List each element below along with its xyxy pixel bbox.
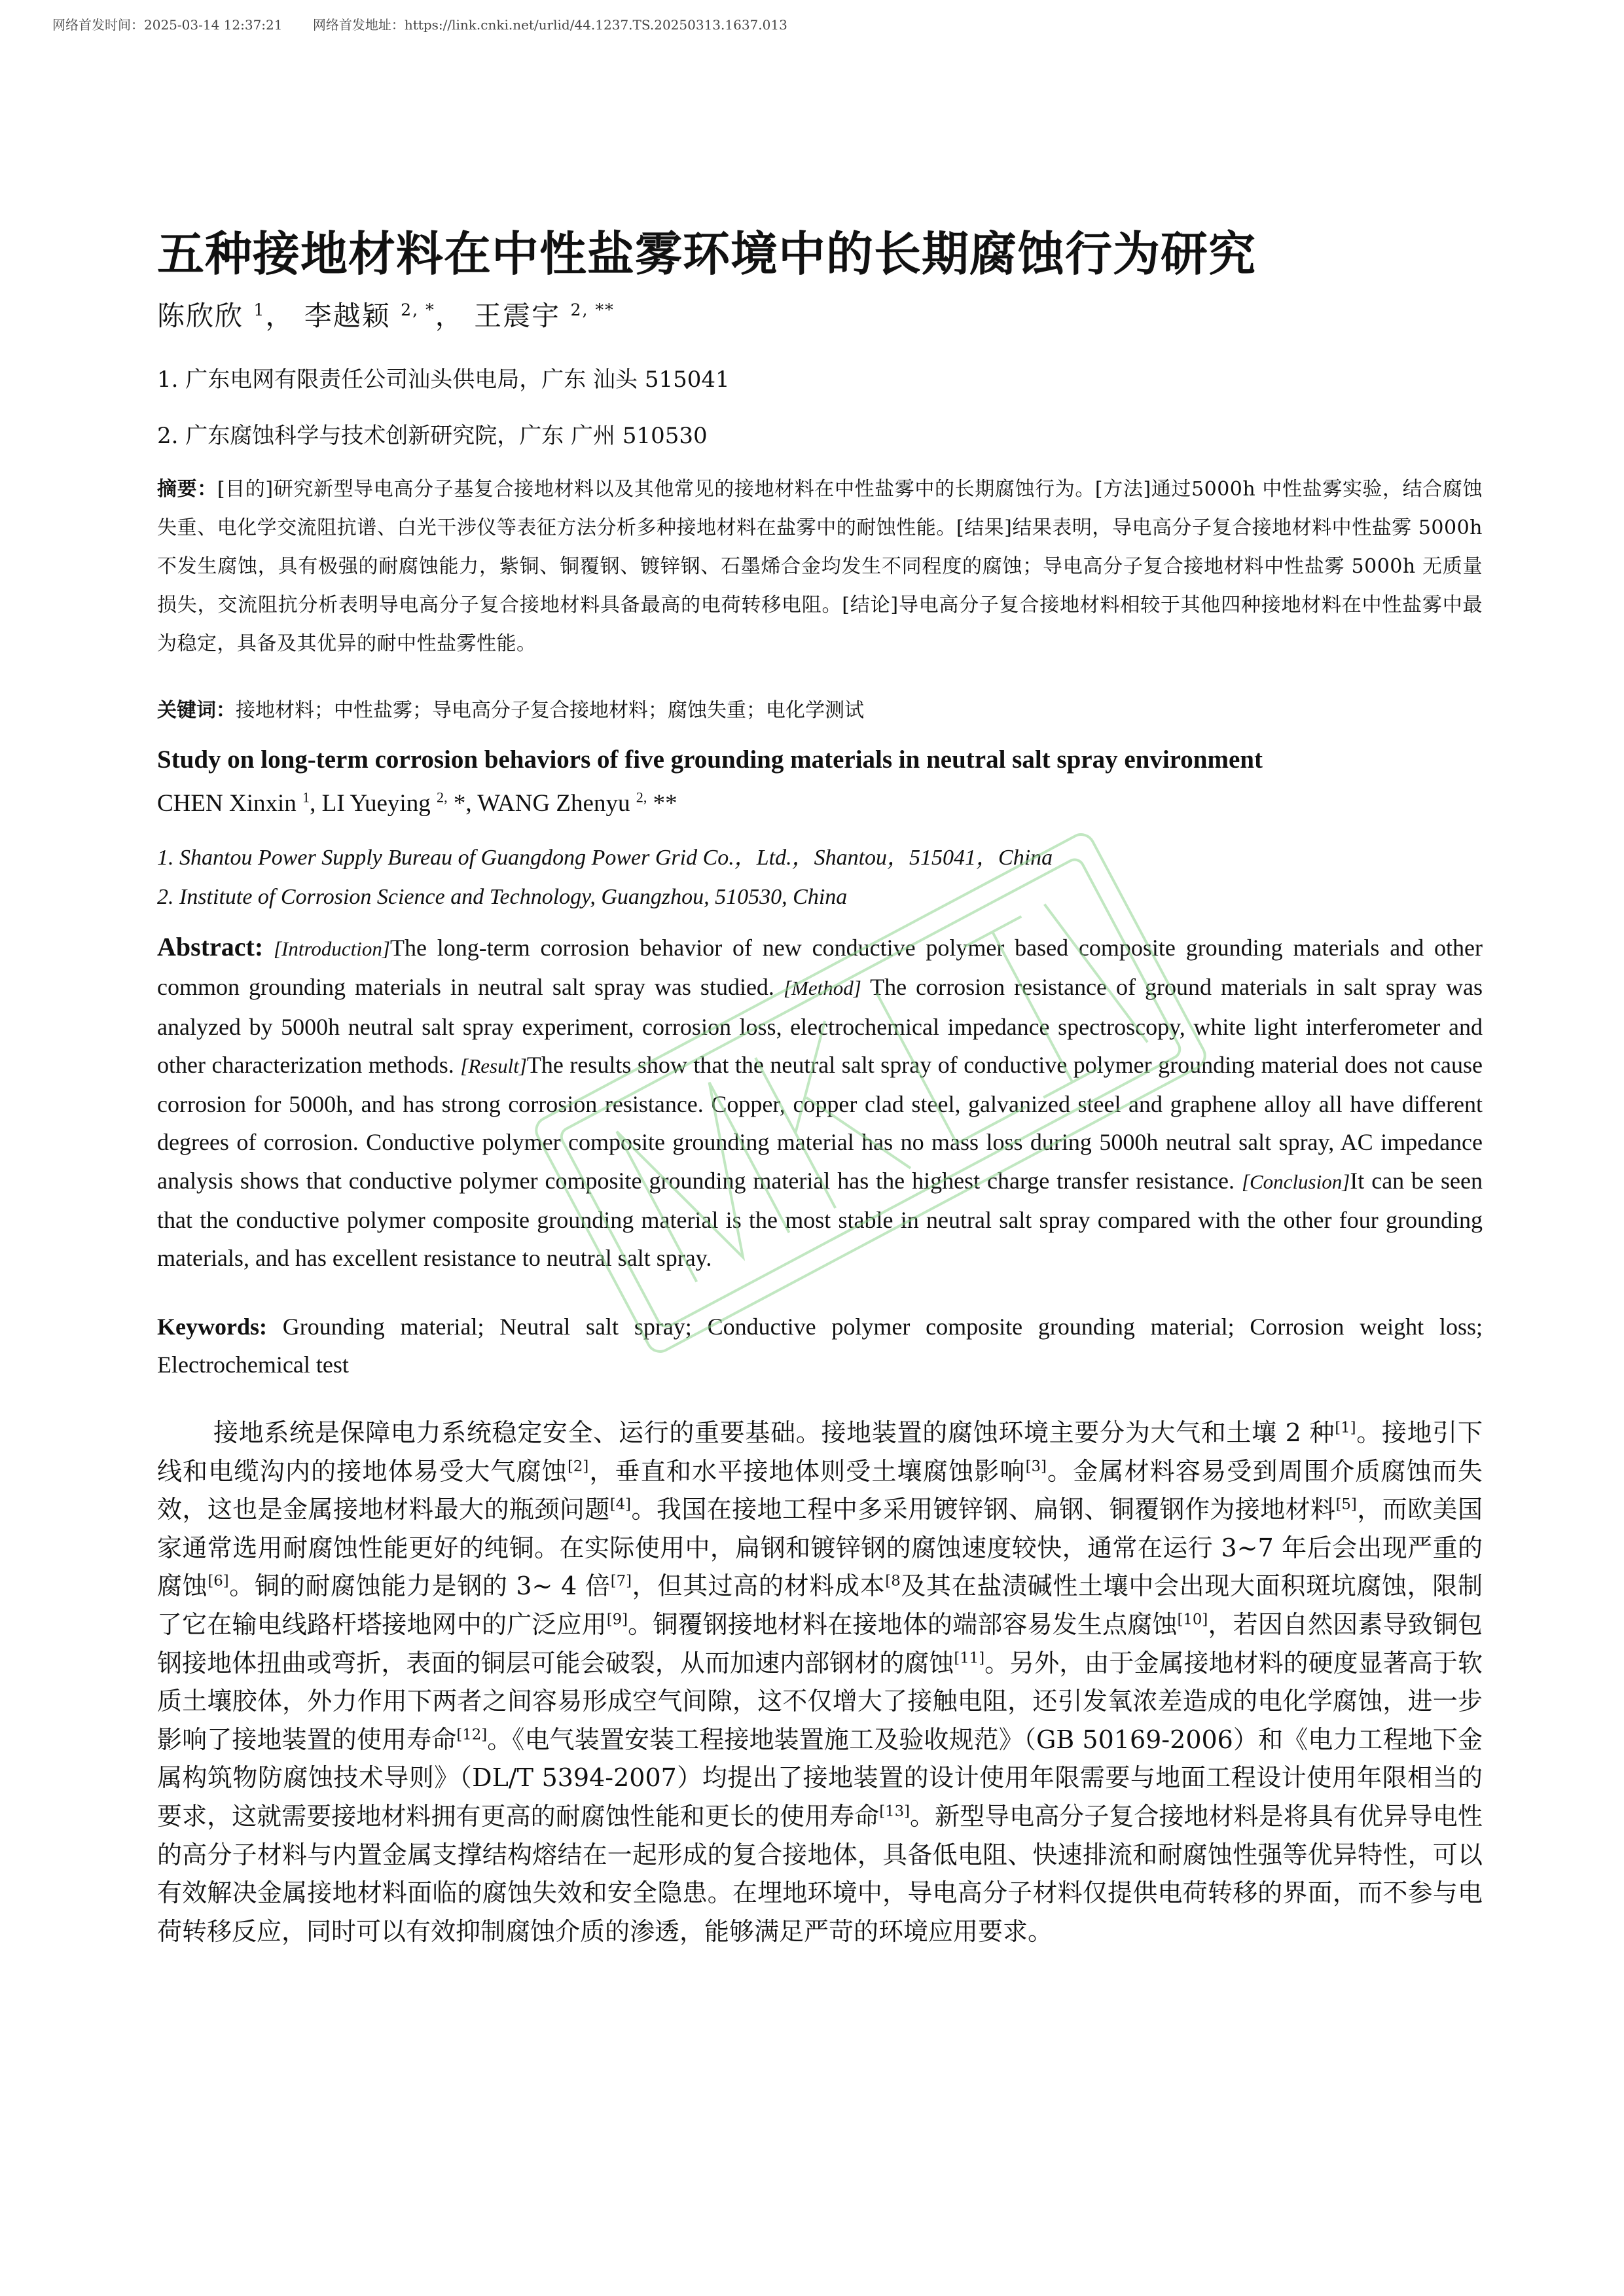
conclusion-tag: [Conclusion] bbox=[1241, 1170, 1350, 1193]
citation-ref[interactable]: [5] bbox=[1335, 1496, 1357, 1513]
result-text: The results show that the neutral salt spray of conductive polymer grounding material does not cause corrosion for 5000h, and has strong corrosion resistance. Copper, copper clad steel, galvanized steel and graphene alloy all have different degrees of corrosion. Conductive polymer composite grounding material has no mass loss during 5000h neutral salt spray, AC impedance analysis shows that conductive polymer composite grounding material has the highest charge transfer resistance. bbox=[157, 1051, 1483, 1194]
citation-ref[interactable]: [8 bbox=[885, 1572, 901, 1590]
body-text-segment: 及其在盐渍碱性土壤中会出现大面积斑坑腐蚀，限制了它在输电线路杆塔接地网中的广泛应用 bbox=[157, 1571, 1483, 1639]
author-cn: 李越颖 $^{2, *}$， bbox=[304, 300, 464, 332]
keywords-cn-label: 关键词： bbox=[157, 699, 236, 722]
affiliation-cn-1: 1. 广东电网有限责任公司汕头供电局，广东 汕头 515041 bbox=[157, 367, 730, 393]
citation-ref[interactable]: [1] bbox=[1335, 1419, 1356, 1437]
affiliation-en-2: 2. Institute of Corrosion Science and Technology, Guangzhou, 510530, China bbox=[157, 885, 848, 909]
abstract-cn-label: 摘要： bbox=[157, 478, 217, 501]
keywords-en-label: Keywords: bbox=[157, 1314, 267, 1340]
body-text-segment: 。《电气装置安装工程接地装置施工及验收规范》（GB 50169-2006）和《电力工程地下金属构筑物防腐蚀技术导则》（DL/T 5394-2007）均提出了接地装置的设计使用年限需要与地面工程设计使用年限相当的要求，这就需要接地材料拥有更高的耐腐蚀性能和更长的使用寿命 bbox=[157, 1725, 1483, 1831]
abstract-en-label: Abstract: bbox=[157, 932, 264, 961]
body-text-segment: 。铜的耐腐蚀能力是钢的 3~ 4 倍 bbox=[228, 1571, 611, 1601]
online-publish-url[interactable]: 网络首发地址：https://link.cnki.net/urlid/44.1237.TS.20250313.1637.013 bbox=[312, 17, 787, 33]
body-text-segment: ，若因自然因素导致铜包钢接地体扭曲或弯折，表面的铜层可能会破裂，从而加速内部钢材的腐蚀 bbox=[157, 1609, 1483, 1677]
conclusion-text: It can be seen that the conductive polymer composite grounding material is the most stable in neutral salt spray compared with the other four grounding materials, and has excellent resistance to neutral salt spray. bbox=[157, 1167, 1483, 1272]
method-tag: [Method] bbox=[783, 977, 861, 1000]
citation-ref[interactable]: [11] bbox=[954, 1649, 985, 1666]
result-tag: [Result] bbox=[460, 1054, 527, 1077]
citation-ref[interactable]: [3] bbox=[1025, 1457, 1047, 1475]
introduction-tag: [Introduction] bbox=[273, 937, 390, 960]
citation-ref[interactable]: [7] bbox=[610, 1572, 632, 1590]
keywords-en bbox=[157, 1308, 1483, 1384]
citation-ref[interactable]: [6] bbox=[208, 1572, 229, 1590]
body-text-segment: ，垂直和水平接地体则受土壤腐蚀影响 bbox=[588, 1456, 1026, 1486]
introduction-text: The long-term corrosion behavior of new conductive polymer based composite grounding materials and other common grounding materials in neutral salt spray was studied. bbox=[157, 935, 1483, 1001]
body-text-segment: 。铜覆钢接地材料在接地体的端部容易发生点腐蚀 bbox=[628, 1609, 1178, 1639]
method-text: The corrosion resistance of ground materials in salt spray was analyzed by 5000h neutral salt spray experiment, corrosion loss, electrochemical impedance spectroscopy, white light interferometer and other characterization methods. bbox=[157, 974, 1483, 1078]
body-text-segment: ，而欧美国家通常选用耐腐蚀性能更好的纯铜。在实际使用中，扁钢和镀锌钢的腐蚀速度较快，通常在运行 3~7 年后会出现严重的腐蚀 bbox=[157, 1495, 1483, 1601]
abstract-cn-text: [目的]研究新型导电高分子基复合接地材料以及其他常见的接地材料在中性盐雾中的长期腐蚀行为。[方法]通过5000h 中性盐雾实验，结合腐蚀失重、电化学交流阻抗谱、白光干涉仪等表征方法分析多种接地材料在盐雾中的耐蚀性能。[结果]结果表明，导电高分子复合接地材料中性盐雾 5000h 不发生腐蚀，具有极强的耐腐蚀能力，紫铜、铜覆钢、镀锌钢、石墨烯合金均发生不同程度的腐蚀；导电高分子复合接地材料中性盐雾 5000h 无质量损失，交流阻抗分析表明导电高分子复合接地材料具备最高的电荷转移电阻。[结论]导电高分子复合接地材料相较于其他四种接地材料在中性盐雾中最为稳定，具备及其优异的耐中性盐雾性能。 bbox=[157, 478, 1483, 655]
body-text-segment: 。金属材料容易受到周围介质腐蚀而失效，这也是金属接地材料最大的瓶颈问题 bbox=[157, 1456, 1483, 1524]
body-text-segment: 。接地引下线和电缆沟内的接地体易受大气腐蚀 bbox=[157, 1418, 1483, 1486]
keywords-cn-text: 接地材料；中性盐雾；导电高分子复合接地材料；腐蚀失重；电化学测试 bbox=[236, 699, 864, 722]
citation-ref[interactable]: [2] bbox=[567, 1457, 589, 1475]
author-en: WANG Zhenyu $^{2,}$ ** bbox=[477, 789, 677, 817]
body-text-segment: 。另外，由于金属接地材料的硬度显著高于软质土壤胶体，外力作用下两者之间容易形成空气间隙，这不仅增大了接触电阻，还引发氧浓差造成的电化学腐蚀，进一步影响了接地装置的使用寿命 bbox=[157, 1648, 1483, 1754]
abstract-cn bbox=[157, 470, 1483, 663]
authors-cn bbox=[157, 295, 1483, 334]
abstract-en bbox=[157, 928, 1483, 1278]
citation-ref[interactable]: [4] bbox=[609, 1496, 632, 1513]
affiliation-en-1: 1. Shantou Power Supply Bureau of Guangdong Power Grid Co.，Ltd.，Shantou，515041，China bbox=[157, 846, 1053, 870]
publication-header bbox=[52, 14, 787, 33]
authors-en bbox=[157, 789, 1483, 817]
author-en: LI Yueying $^{2,}$ *, bbox=[321, 789, 478, 817]
affiliation-cn-2: 2. 广东腐蚀科学与技术创新研究院，广东 广州 510530 bbox=[157, 423, 708, 449]
citation-ref[interactable]: [13] bbox=[879, 1803, 911, 1820]
paper-title-cn: 五种接地材料在中性盐雾环境中的长期腐蚀行为研究 bbox=[157, 226, 1257, 281]
body-text-segment: 接地系统是保障电力系统稳定安全、运行的重要基础。接地装置的腐蚀环境主要分为大气和土壤 2 种 bbox=[213, 1418, 1335, 1447]
citation-ref[interactable]: [9] bbox=[606, 1611, 628, 1628]
keywords-en-text: Grounding material; Neutral salt spray; Conductive polymer composite grounding material; Corrosion weight loss; Electrochemical test bbox=[157, 1314, 1483, 1378]
online-publish-time: 网络首发时间：2025-03-14 12:37:21 bbox=[52, 17, 283, 33]
intro-paragraph bbox=[157, 1414, 1483, 1950]
author-en: CHEN Xinxin $^1$, bbox=[157, 789, 322, 817]
keywords-cn bbox=[157, 694, 1483, 723]
citation-ref[interactable]: [10] bbox=[1177, 1611, 1208, 1628]
citation-ref[interactable]: [12] bbox=[456, 1726, 488, 1744]
author-cn: 陈欣欣 $^1$， bbox=[157, 300, 295, 332]
author-cn: 王震宇 $^{2, **}$ bbox=[474, 300, 615, 332]
paper-title-en: Study on long-term corrosion behaviors of five grounding materials in neutral salt spray environment bbox=[157, 745, 1263, 774]
body-text-segment: 。新型导电高分子复合接地材料是将具有优异导电性的高分子材料与内置金属支撑结构熔结在一起形成的复合接地体，具备低电阻、快速排流和耐腐蚀性强等优异特性，可以有效解决金属接地材料面临的腐蚀失效和安全隐患。在埋地环境中，导电高分子材料仅提供电荷转移的界面，而不参与电荷转移反应，同时可以有效抑制腐蚀介质的渗透，能够满足严苛的环境应用要求。 bbox=[157, 1801, 1483, 1946]
body-text-segment: ，但其过高的材料成本 bbox=[631, 1571, 886, 1601]
body-text-segment: 。我国在接地工程中多采用镀锌钢、扁钢、铜覆钢作为接地材料 bbox=[631, 1495, 1336, 1524]
